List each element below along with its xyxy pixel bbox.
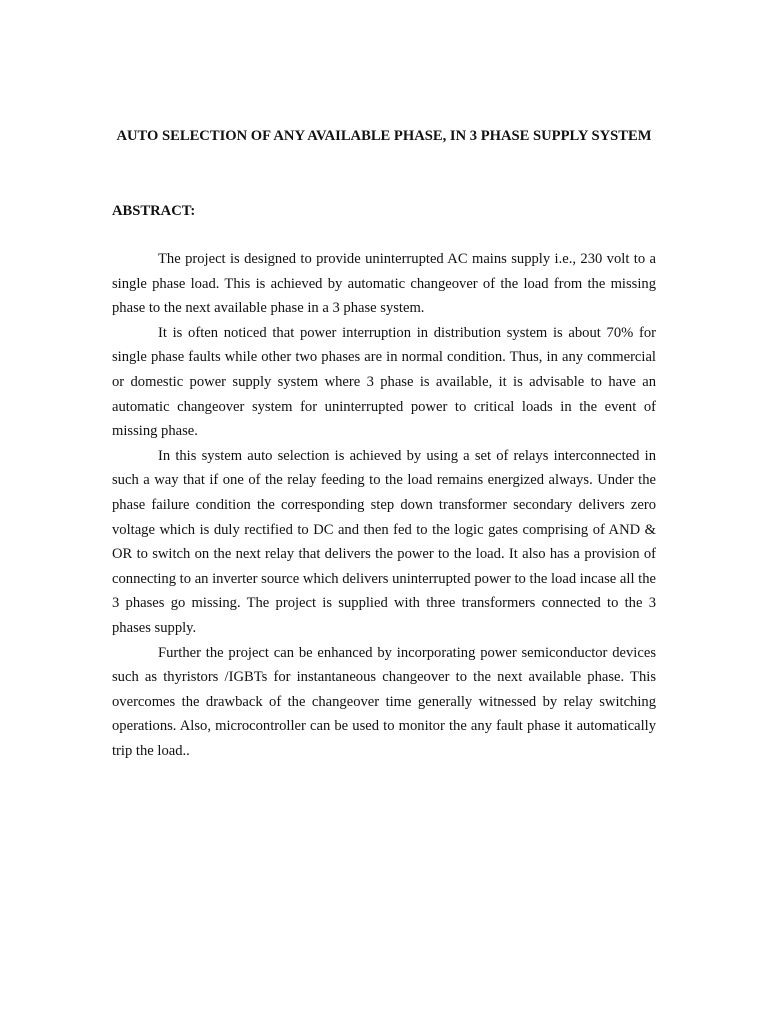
abstract-paragraph: In this system auto selection is achieved by using a set of relays interconnected in such a way that if one of the relay feeding to the load remains energized always. Under the phase failure condition the corresponding step down transformer secondary delivers zero voltage which is duly rectified to DC and then fed to the logic gates comprising of AND & OR to switch on the next relay that delivers the power to the load. It also has a provision of connecting to an inverter source which delivers uninterrupted power to the load incase all the 3 phases go missing. The project is supplied with three transformers connected to the 3 phases supply. [112,447,656,636]
abstract-heading: ABSTRACT: [112,203,196,219]
abstract-paragraph: Further the project can be enhanced by incorporating power semiconductor devices such as thyristors /IGBTs for instantaneous changeover to the next available phase. This overcomes the drawback of the changeover time generally witnessed by relay switching operations. Also, microcontroller can be used to monitor the any fault phase it automatically trip the load.. [112,644,656,759]
abstract-paragraph: It is often noticed that power interruption in distribution system is about 70% for single phase faults while other two phases are in normal condition. Thus, in any commercial or domestic power supply system where 3 phase is available, it is advisable to have an automatic changeover system for uninterrupted power to critical loads in the event of missing phase. [112,324,656,440]
document-title: AUTO SELECTION OF ANY AVAILABLE PHASE, IN 3 PHASE SUPPLY SYSTEM [116,128,652,144]
abstract-body [112,247,656,763]
abstract-paragraph: The project is designed to provide uninterrupted AC mains supply i.e., 230 volt to a single phase load. This is achieved by automatic changeover of the load from the missing phase to the next available phase in a 3 phase system. [112,251,656,317]
